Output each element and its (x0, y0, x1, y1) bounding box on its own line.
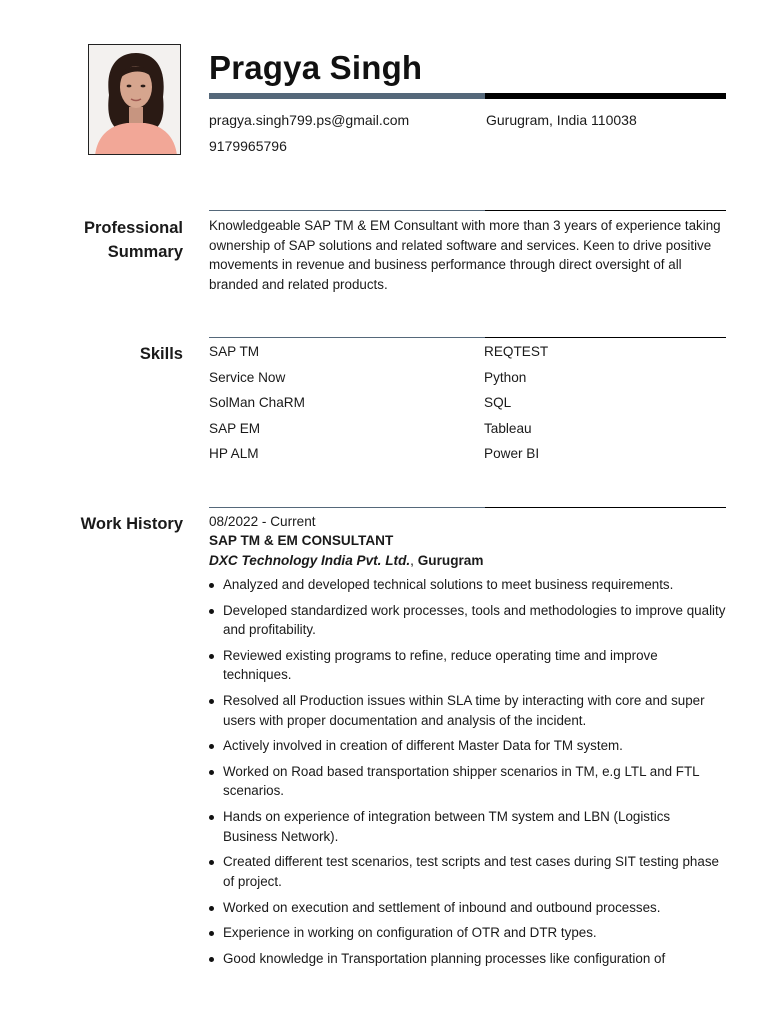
profile-photo (88, 44, 181, 155)
job-employer: DXC Technology India Pvt. Ltd., Gurugram (209, 553, 484, 568)
list-item-text: Analyzed and developed technical solutions to meet business requirements. (223, 577, 674, 592)
header-dark-bar (485, 93, 726, 99)
list-item-text: Created different test scenarios, test scripts and test cases during SIT testing phase of project. (223, 854, 719, 889)
list-item-text: Worked on Road based transportation shipper scenarios in TM, e.g LTL and FTL scenarios. (223, 763, 700, 799)
list-item (209, 691, 726, 730)
skill-item: SolMan ChaRM (209, 395, 305, 410)
list-item-text: Good knowledge in Transportation planning processes like configuration of (223, 950, 666, 966)
header-accent-bar (209, 93, 485, 99)
list-item (209, 898, 726, 918)
list-item (209, 646, 726, 685)
company-name: DXC Technology India Pvt. Ltd. (209, 553, 411, 568)
bullet-icon (209, 906, 214, 911)
list-item (209, 923, 726, 943)
bullet-icon (209, 957, 214, 962)
bullet-icon (209, 744, 214, 749)
summary-title-line2: Summary (107, 243, 183, 261)
candidate-name: Pragya Singh (209, 49, 423, 86)
list-item-text: Actively involved in creation of different Master Data for TM system. (223, 738, 623, 754)
bullet-icon (209, 609, 214, 614)
section-divider (209, 507, 485, 508)
job-entry (209, 512, 726, 975)
section-title-summary (84, 216, 183, 264)
summary-title-line1: Professional (83, 219, 183, 237)
list-item (209, 575, 726, 595)
section-divider (485, 210, 726, 211)
skills-list-right (484, 342, 726, 470)
section-divider (485, 507, 726, 508)
bullet-icon (209, 815, 214, 820)
job-location: Gurugram (417, 553, 484, 568)
bullet-icon (209, 931, 214, 936)
list-item (209, 949, 726, 969)
phone-number: 9179965796 (209, 138, 287, 154)
skill-item: Service Now (209, 369, 286, 385)
skill-item: Tableau (484, 420, 532, 436)
skill-item: SAP EM (209, 420, 261, 436)
summary-paragraph: Knowledgeable SAP TM & EM Consultant with more than 3 years of experience taking ownership of SAP solutions and related software and services. Keen to drive positive movements in revenue and business performance through direct oversight of all branded and related products. (209, 218, 721, 292)
list-item (209, 807, 726, 846)
skill-item: SAP TM (209, 344, 260, 359)
list-item-text: Developed standardized work processes, tools and methodologies to improve quality and profitability. (223, 602, 726, 638)
job-title: SAP TM & EM CONSULTANT (209, 533, 394, 548)
skill-item: SQL (484, 395, 512, 410)
list-item-text: Experience in working on configuration of OTR and DTR types. (223, 925, 597, 941)
section-title-skills: Skills (139, 345, 183, 363)
bullet-icon (209, 770, 214, 775)
bullet-icon (209, 699, 214, 704)
bullet-icon (209, 583, 214, 588)
list-item-text: Resolved all Production issues within SLA time by interacting with core and super users with proper documentation and analysis of the incident. (223, 693, 705, 728)
skill-item: Power BI (484, 446, 540, 461)
section-divider (485, 337, 726, 338)
skill-item: HP ALM (209, 446, 259, 461)
skill-item: REQTEST (484, 344, 549, 359)
list-item-text: Hands on experience of integration between TM system and LBN (Logistics Business Network). (223, 809, 671, 844)
bullet-icon (209, 654, 214, 659)
section-title-work-history: Work History (80, 515, 183, 533)
job-date-range: 08/2022 - Current (209, 514, 316, 529)
skills-list-left (209, 342, 479, 470)
person-portrait-image (89, 45, 181, 155)
list-item (209, 601, 726, 640)
list-item (209, 852, 726, 891)
email-link[interactable]: pragya.singh799.ps@gmail.com (209, 112, 410, 128)
list-item-text: Worked on execution and settlement of inbound and outbound processes. (223, 899, 661, 915)
section-divider (209, 210, 485, 211)
section-divider (209, 337, 485, 338)
list-item-text: Reviewed existing programs to refine, reduce operating time and improve techniques. (223, 647, 658, 683)
skill-item: Python (484, 369, 527, 385)
job-responsibilities-list (209, 575, 726, 968)
list-item (209, 762, 726, 801)
bullet-icon (209, 860, 214, 865)
list-item (209, 736, 726, 756)
address-text: Gurugram, India 110038 (486, 112, 637, 128)
